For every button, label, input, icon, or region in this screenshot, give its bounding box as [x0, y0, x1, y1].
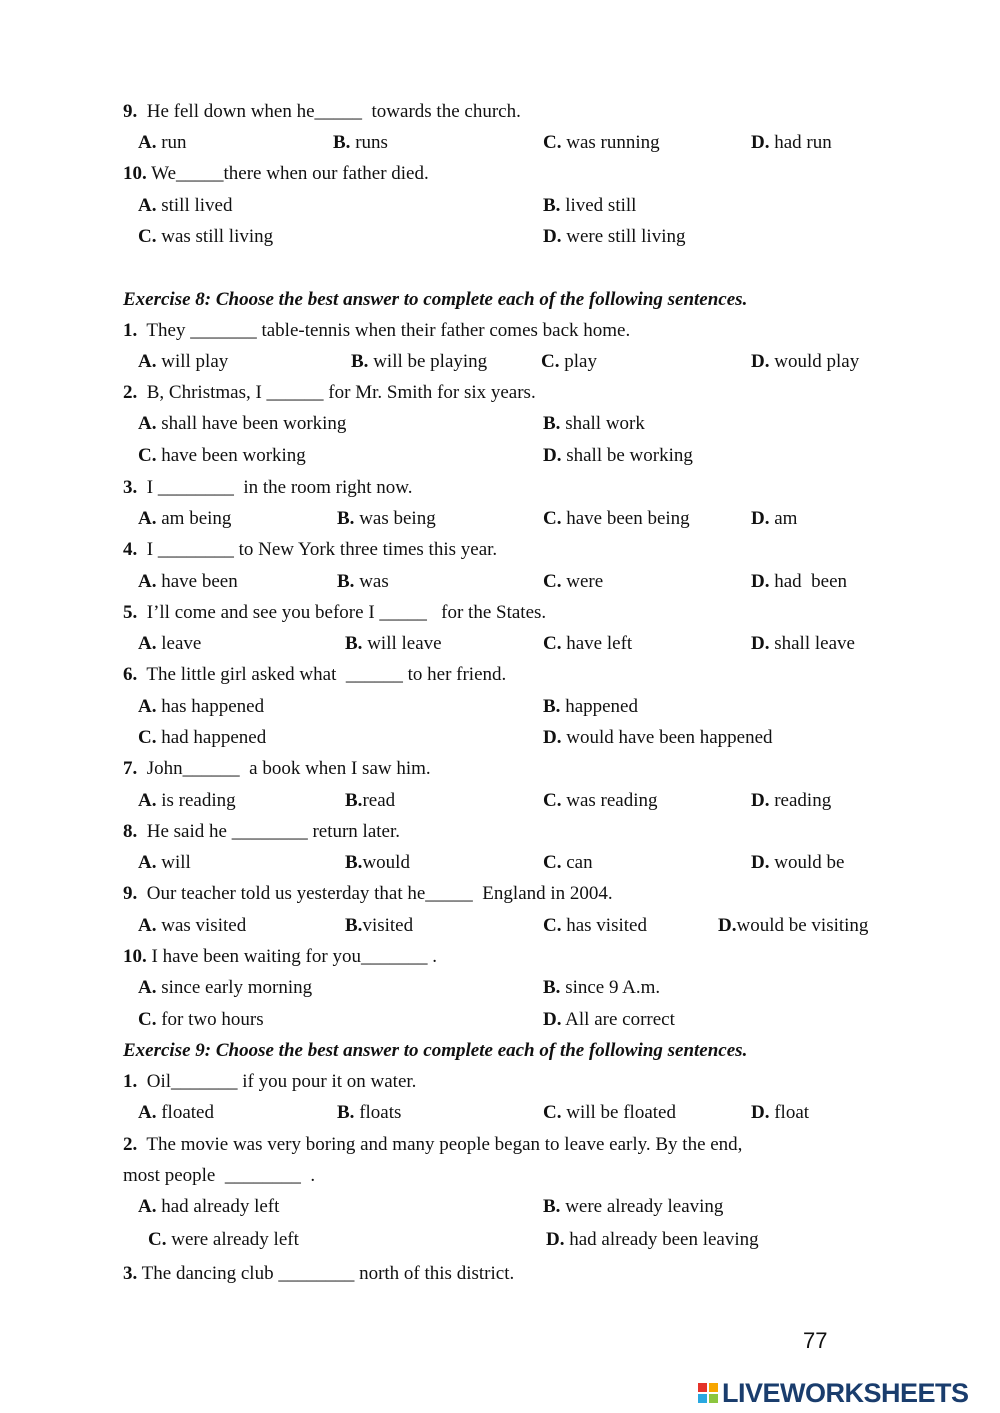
- ex9-question-2-stem: 2. The movie was very boring and many people began to leave early. By the end,: [123, 1134, 743, 1155]
- ex8-question-5-stem: 5. I’ll come and see you before I _____ for the States.: [123, 602, 547, 623]
- option-b[interactable]: B. runs: [333, 132, 388, 153]
- ex8-question-7-stem: 7. John______ a book when I saw him.: [123, 758, 431, 779]
- option-a[interactable]: A. had already left: [138, 1196, 280, 1217]
- ex9-question-1-stem: 1. Oil_______ if you pour it on water.: [123, 1071, 417, 1092]
- option-c[interactable]: C. can: [543, 852, 593, 873]
- option-b[interactable]: B. shall work: [543, 413, 645, 434]
- logo-square-green: [709, 1394, 718, 1403]
- ex8-question-6-stem: 6. The little girl asked what ______ to her friend.: [123, 664, 507, 685]
- option-a[interactable]: A. shall have been working: [138, 413, 347, 434]
- ex8-question-10-stem: 10. I have been waiting for you_______ .: [123, 946, 437, 967]
- option-a[interactable]: A. floated: [138, 1102, 214, 1123]
- exercise-9-heading: Exercise 9: Choose the best answer to complete each of the following sentences.: [123, 1040, 748, 1061]
- option-d[interactable]: D. reading: [751, 790, 832, 811]
- option-c[interactable]: C. will be floated: [543, 1102, 676, 1123]
- option-a[interactable]: A. have been: [138, 571, 238, 592]
- option-a[interactable]: A. since early morning: [138, 977, 313, 998]
- option-d[interactable]: D. had run: [751, 132, 832, 153]
- option-c[interactable]: C. were: [543, 571, 604, 592]
- option-d[interactable]: D. All are correct: [543, 1009, 675, 1030]
- option-b[interactable]: B.visited: [345, 915, 414, 936]
- option-c[interactable]: C. was running: [543, 132, 660, 153]
- option-d[interactable]: D. would play: [751, 351, 860, 372]
- option-c[interactable]: C. have been working: [138, 445, 306, 466]
- option-d[interactable]: D. had already been leaving: [546, 1229, 759, 1250]
- option-b[interactable]: B. will be playing: [351, 351, 488, 372]
- option-b[interactable]: B. lived still: [543, 195, 637, 216]
- ex8-question-9-stem: 9. Our teacher told us yesterday that he_____ England in 2004.: [123, 883, 613, 904]
- option-d[interactable]: D.would be visiting: [718, 915, 869, 936]
- option-d[interactable]: D. float: [751, 1102, 810, 1123]
- option-c[interactable]: C. for two hours: [138, 1009, 264, 1030]
- question-10-stem: 10. We_____there when our father died.: [123, 163, 429, 184]
- option-a[interactable]: A. is reading: [138, 790, 236, 811]
- option-c[interactable]: C. play: [541, 351, 597, 372]
- option-a[interactable]: A. has happened: [138, 696, 265, 717]
- option-a[interactable]: A. leave: [138, 633, 202, 654]
- option-b[interactable]: B. floats: [337, 1102, 402, 1123]
- option-b[interactable]: B. was: [337, 571, 389, 592]
- ex9-question-3-stem: 3. The dancing club ________ north of this district.: [123, 1263, 515, 1284]
- option-d[interactable]: D. would have been happened: [543, 727, 773, 748]
- ex8-question-8-stem: 8. He said he ________ return later.: [123, 821, 401, 842]
- ex9-question-2-stem-continued: most people ________ .: [123, 1165, 316, 1186]
- liveworksheets-logo[interactable]: [698, 1378, 969, 1408]
- page-number: 77: [803, 1328, 828, 1353]
- option-d[interactable]: D. were still living: [543, 226, 686, 247]
- option-a[interactable]: A. will play: [138, 351, 229, 372]
- logo-mark-icon: [698, 1383, 718, 1403]
- ex8-question-4-stem: 4. I ________ to New York three times this year.: [123, 539, 498, 560]
- option-b[interactable]: B.read: [345, 790, 396, 811]
- option-b[interactable]: B. was being: [337, 508, 436, 529]
- option-b[interactable]: B.would: [345, 852, 410, 873]
- option-a[interactable]: A. still lived: [138, 195, 233, 216]
- option-c[interactable]: C. was still living: [138, 226, 274, 247]
- option-b[interactable]: B. since 9 A.m.: [543, 977, 661, 998]
- logo-square-red: [698, 1383, 707, 1392]
- option-c[interactable]: C. had happened: [138, 727, 267, 748]
- ex8-question-2-stem: 2. B, Christmas, I ______ for Mr. Smith for six years.: [123, 382, 536, 403]
- exercise-8-heading: Exercise 8: Choose the best answer to complete each of the following sentences.: [123, 289, 748, 310]
- option-d[interactable]: D. am: [751, 508, 798, 529]
- option-a[interactable]: A. will: [138, 852, 191, 873]
- logo-square-blue: [698, 1394, 707, 1403]
- option-c[interactable]: C. has visited: [543, 915, 647, 936]
- option-a[interactable]: A. am being: [138, 508, 232, 529]
- ex8-question-3-stem: 3. I ________ in the room right now.: [123, 477, 413, 498]
- option-b[interactable]: B. were already leaving: [543, 1196, 724, 1217]
- option-d[interactable]: D. shall be working: [543, 445, 693, 466]
- option-b[interactable]: B. happened: [543, 696, 638, 717]
- option-a[interactable]: A. was visited: [138, 915, 247, 936]
- option-b[interactable]: B. will leave: [345, 633, 442, 654]
- option-d[interactable]: D. had been: [751, 571, 848, 592]
- ex8-question-1-stem: 1. They _______ table-tennis when their father comes back home.: [123, 320, 631, 341]
- option-c[interactable]: C. have left: [543, 633, 633, 654]
- option-c[interactable]: C. was reading: [543, 790, 658, 811]
- option-d[interactable]: D. shall leave: [751, 633, 855, 654]
- option-c[interactable]: C. have been being: [543, 508, 690, 529]
- logo-text: LIVEWORKSHEETS: [722, 1377, 969, 1408]
- question-9-stem: 9. He fell down when he_____ towards the church.: [123, 101, 521, 122]
- option-a[interactable]: A. run: [138, 132, 187, 153]
- option-d[interactable]: D. would be: [751, 852, 845, 873]
- option-c[interactable]: C. were already left: [148, 1229, 299, 1250]
- logo-square-orange: [709, 1383, 718, 1392]
